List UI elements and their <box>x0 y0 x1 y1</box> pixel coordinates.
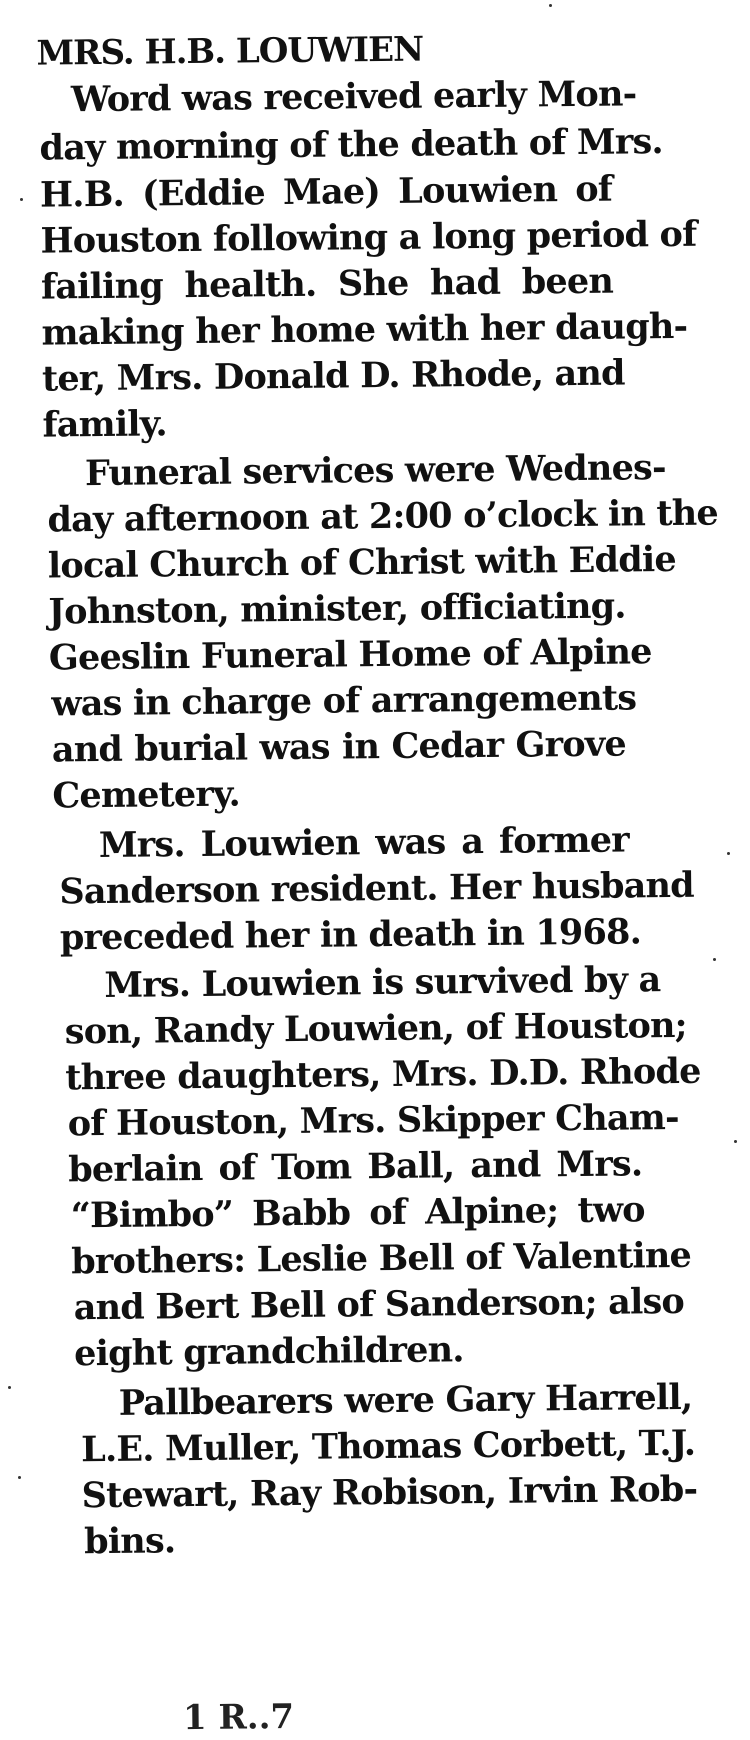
paragraph-4-line-9: eight grandchildren. <box>73 1329 464 1375</box>
paragraph-1-line-4: Houston following a long period of <box>40 213 697 262</box>
paragraph-1-line-1: Word was received early Mon- <box>70 73 637 121</box>
paragraph-2-line-2: day afternoon at 2:00 o’clock in the <box>47 492 719 541</box>
paragraph-3-line-1: Mrs. Louwien was a former <box>98 819 630 867</box>
scan-speck <box>713 958 716 961</box>
paragraph-4-line-5: berlain of Tom Ball, and Mrs. <box>68 1143 643 1191</box>
paragraph-1-line-5: failing health. She had been <box>40 260 614 308</box>
paragraph-2-line-5: Geeslin Funeral Home of Alpine <box>48 631 652 679</box>
paragraph-2-line-6: was in charge of arrangements <box>51 677 637 725</box>
scan-speck <box>727 852 730 855</box>
paragraph-2-line-4: Johnston, minister, officiating. <box>48 585 626 633</box>
paragraph-1-line-3: H.B. (Eddie Mae) Louwien of <box>39 168 613 216</box>
cutoff-next-article-text: 1 R..7 <box>182 1697 295 1739</box>
paragraph-5-line-3: Stewart, Ray Robison, Irvin Rob- <box>81 1468 698 1517</box>
scan-speck <box>18 1476 21 1479</box>
paragraph-1-line-6: making her home with her daugh- <box>41 305 688 354</box>
obituary-headline: MRS. H.B. LOUWIEN <box>36 29 424 74</box>
paragraph-3-line-3: preceded her in death in 1968. <box>59 911 642 959</box>
paragraph-4-line-4: of Houston, Mrs. Skipper Cham- <box>67 1096 679 1145</box>
paragraph-2-line-8: Cemetery. <box>52 773 241 817</box>
paragraph-2-line-3: local Church of Christ with Eddie <box>47 538 677 587</box>
scan-speck <box>549 4 552 7</box>
paragraph-2-line-7: and burial was in Cedar Grove <box>51 723 627 771</box>
scan-speck <box>734 1140 737 1143</box>
scan-speck <box>8 1386 11 1389</box>
paragraph-2-line-1: Funeral services were Wednes- <box>84 447 666 495</box>
paragraph-5-line-1: Pallbearers were Gary Harrell, <box>118 1376 693 1424</box>
scan-speck <box>20 198 23 201</box>
paragraph-1-line-8: family. <box>42 403 167 446</box>
paragraph-4-line-2: son, Randy Louwien, of Houston; <box>64 1004 688 1053</box>
paragraph-5-line-2: L.E. Muller, Thomas Corbett, T.J. <box>80 1422 696 1471</box>
paragraph-4-line-3: three daughters, Mrs. D.D. Rhode <box>65 1050 701 1099</box>
paragraph-4-line-6: “Bimbo” Babb of Alpine; two <box>70 1189 645 1237</box>
paragraph-4-line-7: brothers: Leslie Bell of Valentine <box>71 1234 692 1283</box>
paragraph-1-line-7: ter, Mrs. Donald D. Rhode, and <box>41 352 625 400</box>
paragraph-4-line-8: and Bert Bell of Sanderson; also <box>73 1280 685 1329</box>
paragraph-4-line-1: Mrs. Louwien is survived by a <box>104 959 661 1006</box>
paragraph-3-line-2: Sanderson resident. Her husband <box>59 864 695 913</box>
paragraph-5-line-4: bins. <box>83 1520 176 1563</box>
paragraph-1-line-2: day morning of the death of Mrs. <box>39 121 664 169</box>
